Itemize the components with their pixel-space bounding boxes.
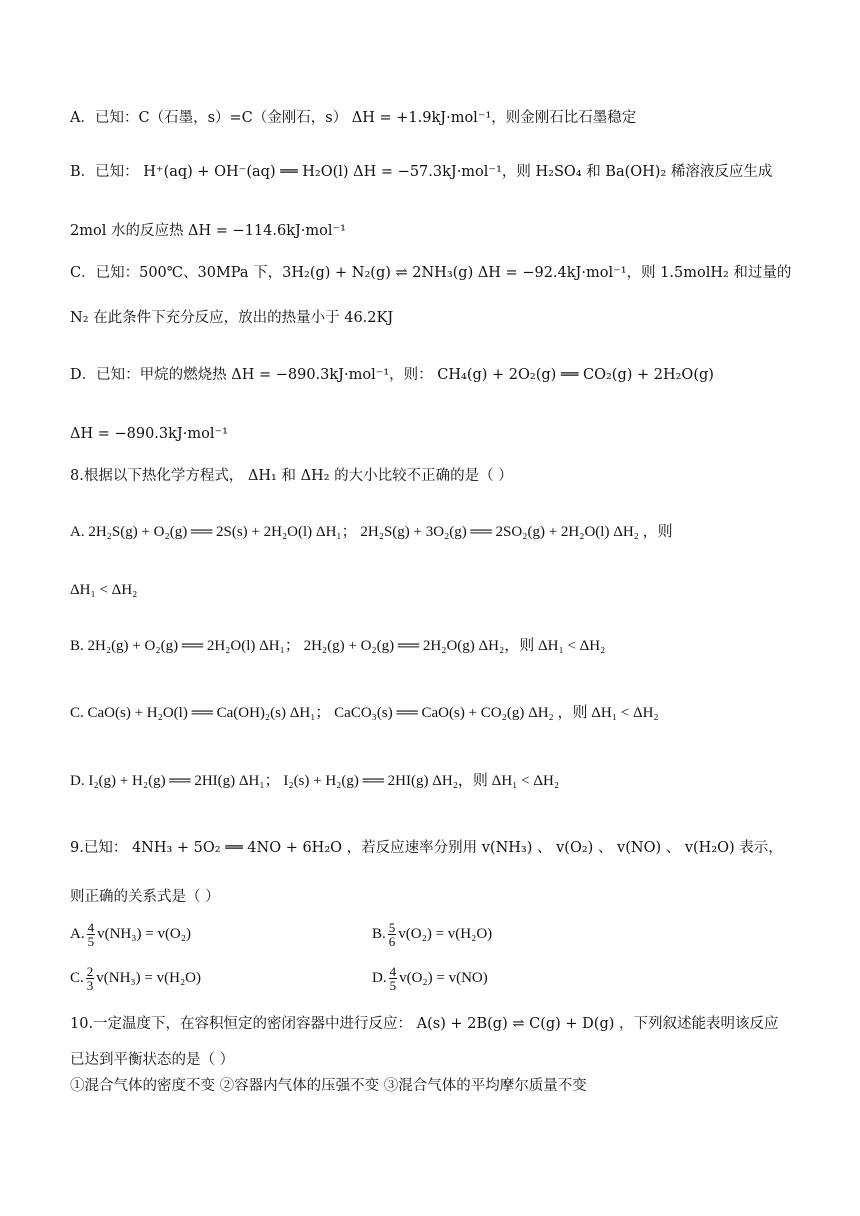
q7-option-d-line1: D．已知：甲烷的燃烧热 ΔH = −890.3kJ·mol⁻¹，则： CH₄(g) + 2O₂(g) ══ CO₂(g) + 2H₂O(g) [70, 367, 714, 383]
q8-stem: 8.根据以下热化学方程式， ΔH₁ 和 ΔH₂ 的大小比较不正确的是（ ） [70, 468, 513, 484]
q9-option-d-denominator: 5 [389, 978, 397, 993]
q10-statements: ①混合气体的密度不变 ②容器内气体的压强不变 ③混合气体的平均摩尔质量不变 [70, 1078, 587, 1094]
q9-option-c-expr: v(NH₃) = v(H₂O) [96, 969, 201, 986]
q9-option-c-label: C. [70, 969, 84, 986]
q9-option-c [70, 965, 201, 992]
q9-option-d [372, 965, 488, 992]
q7-option-d-line2: ΔH = −890.3kJ·mol⁻¹ [70, 426, 228, 442]
q7-option-c-line2: N₂ 在此条件下充分反应，放出的热量小于 46.2KJ [70, 310, 394, 326]
q9-option-b [372, 921, 492, 948]
q9-option-a-denominator: 5 [87, 934, 95, 949]
q8-option-c: C. CaO(s) + H₂O(l) ══ Ca(OH)₂(s) ΔH₁； CaCO₃(s) ══ CaO(s) + CO₂(g) ΔH₂ ，则 ΔH₁ < ΔH₂ [70, 705, 659, 721]
q9-option-d-label: D. [372, 969, 387, 986]
q9-stem-line1: 9.已知： 4NH₃ + 5O₂ ══ 4NO + 6H₂O ，若反应速率分别用 v(NH₃) 、 v(O₂) 、 v(NO) 、 v(H₂O) 表示， [70, 840, 783, 856]
q9-option-a [70, 921, 191, 948]
q8-option-a-line1: A. 2H₂S(g) + O₂(g) ══ 2S(s) + 2H₂O(l) ΔH₁； 2H₂S(g) + 3O₂(g) ══ 2SO₂(g) + 2H₂O(l) ΔH₂ ，则 [70, 524, 673, 540]
q9-option-d-expr: v(O₂) = v(NO) [399, 969, 488, 986]
q9-option-c-fraction [86, 965, 95, 992]
q9-option-b-fraction [388, 921, 397, 948]
q8-option-d: D. I₂(g) + H₂(g) ══ 2HI(g) ΔH₁； I₂(s) + H₂(g) ══ 2HI(g) ΔH₂，则 ΔH₁ < ΔH₂ [70, 773, 560, 789]
q8-option-a-line2: ΔH₁ < ΔH₂ [70, 582, 138, 598]
q10-stem-line1: 10.一定温度下，在容积恒定的密闭容器中进行反应： A(s) + 2B(g) ⇌ C(g) + D(g) ，下列叙述能表明该反应 [70, 1016, 779, 1032]
q7-option-b-line2: 2mol 水的反应热 ΔH = −114.6kJ·mol⁻¹ [70, 223, 346, 239]
q9-option-c-denominator: 3 [86, 978, 94, 993]
q7-option-a: A．已知：C（石墨，s）=C（金刚石，s） ΔH = +1.9kJ·mol⁻¹，则金刚石比石墨稳定 [70, 110, 637, 126]
q7-option-c-line1: C．已知：500℃、30MPa 下，3H₂(g) + N₂(g) ⇌ 2NH₃(g) ΔH = −92.4kJ·mol⁻¹，则 1.5molH₂ 和过量的 [70, 265, 792, 281]
q9-option-b-numerator: 5 [388, 920, 396, 935]
q9-option-d-numerator: 4 [389, 964, 397, 979]
q9-option-c-numerator: 2 [86, 964, 94, 979]
q9-option-b-denominator: 6 [388, 934, 396, 949]
q9-option-b-expr: v(O₂) = v(H₂O) [398, 925, 493, 942]
q10-stem-line2: 已达到平衡状态的是（ ） [70, 1052, 235, 1068]
q9-option-a-numerator: 4 [87, 920, 95, 935]
q9-option-a-label: A. [70, 925, 85, 942]
q7-option-b-line1: B．已知： H⁺(aq) + OH⁻(aq) ══ H₂O(l) ΔH = −57.3kJ·mol⁻¹，则 H₂SO₄ 和 Ba(OH)₂ 稀溶液反应生成 [70, 164, 773, 180]
q9-option-a-expr: v(NH₃) = v(O₂) [97, 925, 191, 942]
q9-stem-line2: 则正确的关系式是（ ） [70, 889, 220, 905]
q9-option-d-fraction [389, 965, 398, 992]
q9-option-b-label: B. [372, 925, 386, 942]
q9-option-a-fraction [87, 921, 96, 948]
q8-option-b: B. 2H₂(g) + O₂(g) ══ 2H₂O(l) ΔH₁； 2H₂(g) + O₂(g) ══ 2H₂O(g) ΔH₂，则 ΔH₁ < ΔH₂ [70, 638, 606, 654]
